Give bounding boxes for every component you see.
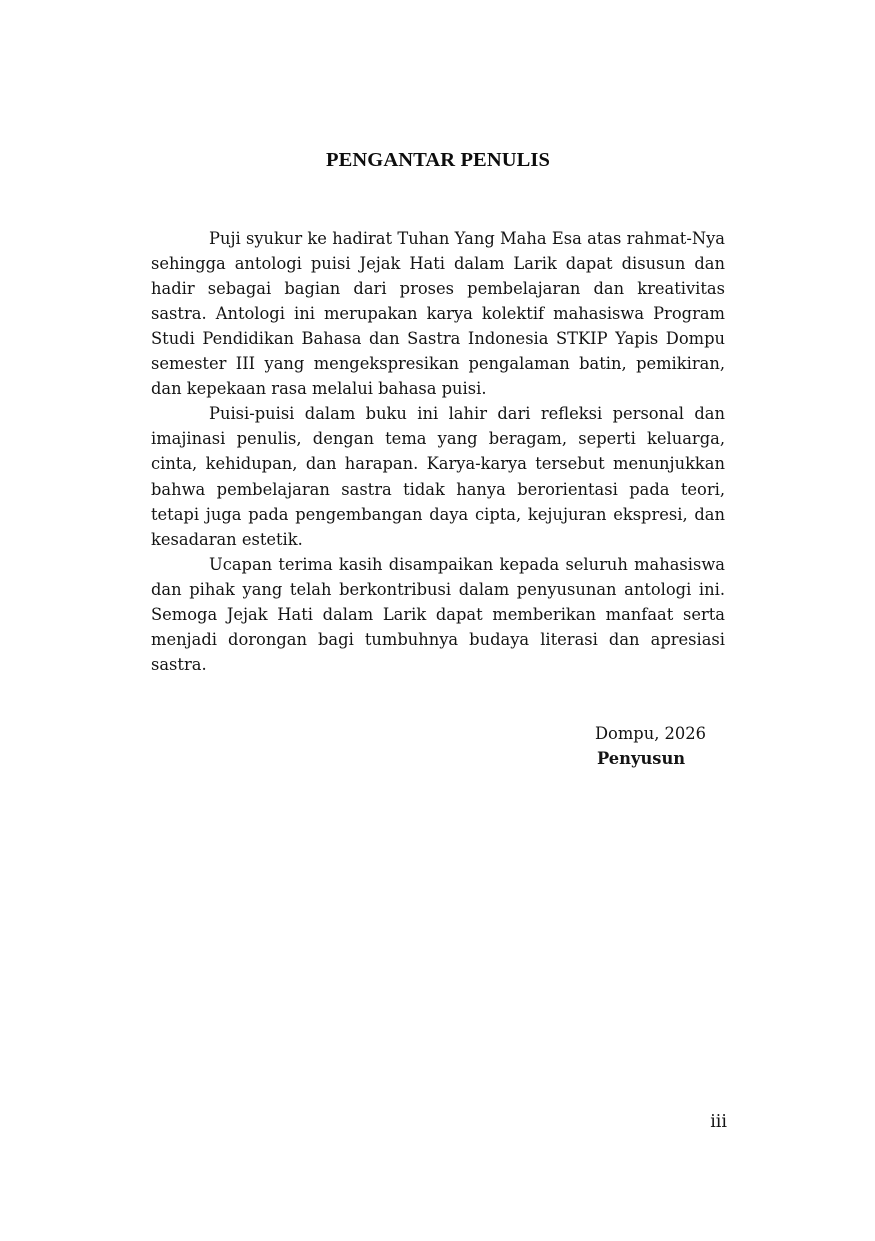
paragraph-1: Puji syukur ke hadirat Tuhan Yang Maha Esa atas rahmat-Nya sehingga antologi puisi Jejak Hati dalam Larik dapat disusun dan hadir sebagai bagian dari proses pembelajaran dan kreativitas sastra. Antologi ini merupakan karya kolektif mahasiswa Program Studi Pendidikan Bahasa dan Sastra Indonesia STKIP Yapis Dompu semester III yang mengekspresikan pengalaman batin, pemikiran, dan kepekaan rasa melalui bahasa puisi.	[151, 228, 725, 399]
signature-place-year: Dompu, 2026	[595, 724, 706, 743]
content-block	[151, 148, 725, 677]
paragraph-2: Puisi-puisi dalam buku ini lahir dari refleksi personal dan imajinasi penulis, dengan tema yang beragam, seperti keluarga, cinta, kehidupan, dan harapan. Karya-karya tersebut menunjukkan bahwa pembelajaran sastra tidak hanya berorientasi pada teori, tetapi juga pada pengembangan daya cipta, kejujuran ekspresi, dan kesadaran estetik.	[151, 404, 725, 549]
body-text-container	[151, 226, 725, 678]
page-number: iii	[710, 1112, 727, 1132]
signature-block	[444, 721, 726, 771]
page-title: PENGANTAR PENULIS	[326, 149, 550, 171]
signature-signer: Penyusun	[597, 749, 686, 769]
paragraph-3: Ucapan terima kasih disampaikan kepada seluruh mahasiswa dan pihak yang telah berkontribusi dalam penyusunan antologi ini. Semoga Jejak Hati dalam Larik dapat memberikan manfaat serta menjadi dorongan bagi tumbuhnya budaya literasi dan apresiasi sastra.	[151, 554, 725, 675]
